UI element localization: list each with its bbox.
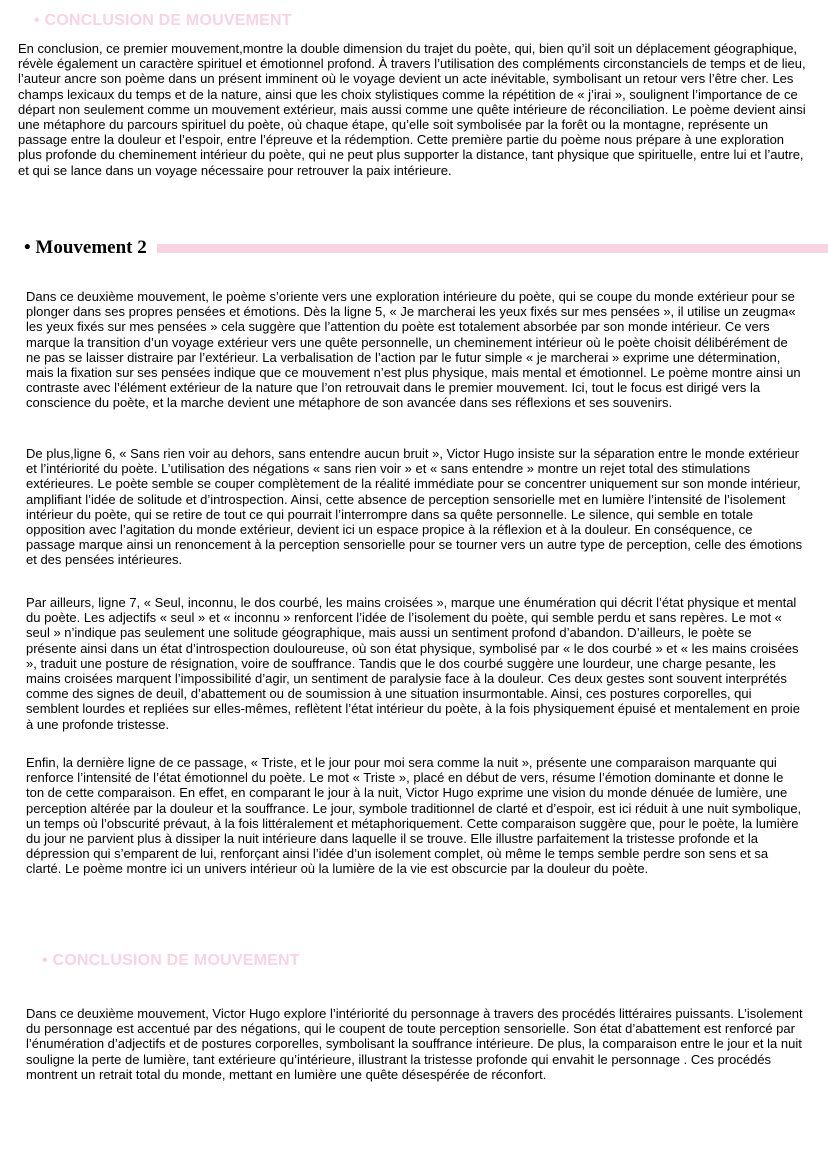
mouvement2-heading [24,236,828,260]
section1-paragraph: En conclusion, ce premier mouvement,montre la double dimension du trajet du poète, qui, bien qu’il soit un déplacement géographique, révèle également un caractère spirituel et émotionnel profond. À travers l’utilisation des compléments circonstanciels de temps et de lieu, l’auteur ancre son poème dans un présent imminent où le voyage devient un acte inévitable, symbolisant un retour vers l’être cher. Les champs lexicaux du temps et de la nature, ainsi que les choix stylistiques comme la répétition de « j’irai », soulignent l’importance de ce départ non seulement comme un mouvement extérieur, mais aussi comme une quête intérieure de réconciliation. Le poème devient ainsi une métaphore du parcours spirituel du poète, où chaque étape, qu’elle soit symbolisée par la forêt ou la montagne, représente un passage entre la douleur et l’espoir, entre l’épreuve et la rédemption. Cette première partie du poème nous prépare à une exploration plus profonde du cheminement intérieur du poète, qui ne peut plus supporter la distance, tant physique que spirituelle, entre lui et l’autre, et qui se lance dans un voyage nécessaire pour retrouver la paix intérieure. [18,41,806,178]
mouvement2-paragraph-1: Dans ce deuxième mouvement, le poème s’oriente vers une exploration intérieure du poète, qui se coupe du monde extérieur pour se plonger dans ses propres pensées et émotions. Dès la ligne 5, « Je marcherai les yeux fixés sur mes pensées », il utilise un zeugma« les yeux fixés sur mes pensées » cela suggère que l’attention du poète est totalement absorbée par son monde intérieur. Ce vers marque la transition d’un voyage extérieur vers une quête personnelle, un cheminement intérieur où le poète choisit délibérément de ne pas se laisser distraire par l’extérieur. La verbalisation de l’action par le futur simple « je marcherai » exprime une détermination, mais la fixation sur ses pensées indique que ce mouvement n’est plus physique, mais mental et émotionnel. Le poème montre ainsi un contraste avec l’élément extérieur de la nature que l’on retrouvait dans le premier mouvement. Ici, tout le focus est dirigé vers la conscience du poète, et la marche devient une métaphore de son avancée dans ses réflexions et ses souvenirs. [26,289,801,411]
mouvement2-paragraph-2: De plus,ligne 6, « Sans rien voir au dehors, sans entendre aucun bruit », Victor Hugo insiste sur la séparation entre le monde extérieur et l’intériorité du poète. L’utilisation des négations « sans rien voir » et « sans entendre » montre un rejet total des stimulations extérieures. Le poète semble se couper complètement de la réalité immédiate pour se concentrer uniquement sur son monde intérieur, amplifiant l’idée de solitude et d’introspection. Ainsi, cette absence de perception sensorielle met en lumière l’intensité de l’isolement intérieur du poète, qui se retire de tout ce qui pourrait l’interrompre dans sa quête personnelle. Le silence, qui semble en totale opposition avec l’agitation du monde extérieur, devient ici un espace propice à la réflexion et à la douleur. En conséquence, ce passage marque ainsi un renoncement à la perception sensorielle pour se tourner vers un autre type de perception, celle des émotions et des pensées intérieures. [26,446,803,568]
mouvement2-paragraph-3: Par ailleurs, ligne 7, « Seul, inconnu, le dos courbé, les mains croisées », marque une énumération qui décrit l’état physique et mental du poète. Les adjectifs « seul » et « inconnu » renforcent l’idée de l’isolement du poète, qui semble perdu et sans repères. Le mot « seul » n’indique pas seulement une solitude géographique, mais aussi un sentiment profond d’abandon. D’ailleurs, le poète se présente ainsi dans un état d’introspection douloureuse, où son état physique, symbolisé par « le dos courbé » et « les mains croisées », traduit une posture de résignation, voire de souffrance. Tandis que le dos courbé suggère une lourdeur, une charge pesante, les mains croisées marquent l’impossibilité d’agir, un sentiment de paralysie face à la douleur. Ces deux gestes sont souvent interprétés comme des signes de deuil, d’abattement ou de soumission à une situation insurmontable. Ainsi, ces postures corporelles, qui semblent lourdes et repliées sur elles-mêmes, reflètent l’état intérieur du poète, à la fois physiquement épuisé et mentalement en proie à une profonde tristesse. [26,595,800,732]
section3-heading: • CONCLUSION DE MOUVEMENT [42,952,300,969]
section3-paragraph: Dans ce deuxième mouvement, Victor Hugo explore l’intériorité du personnage à travers des procédés littéraires puissants. L’isolement du personnage est accentué par des négations, qui le coupent de toute perception sensorielle. Son état d’abattement est renforcé par l’énumération d’adjectifs et de postures corporelles, symbolisant la souffrance intérieure. De plus, la comparaison entre le jour et la nuit souligne la perte de lumière, tant extérieure qu’intérieure, illustrant la tristesse profonde qui envahit le personnage . Ces procédés montrent un retrait total du monde, mettant en lumière une quête désespérée de réconfort. [26,1006,803,1082]
mouvement2-title: • Mouvement 2 [24,237,147,258]
heading-accent-bar [157,244,828,253]
mouvement2-paragraph-4: Enfin, la dernière ligne de ce passage, « Triste, et le jour pour moi sera comme la nuit », présente une comparaison marquante qui renforce l’intensité de l’état émotionnel du poète. Le mot « Triste », placé en début de vers, résume l’émotion dominante et donne le ton de cette comparaison. En effet, en comparant le jour à la nuit, Victor Hugo exprime une vision du monde dénuée de lumière, une perception altérée par la douleur et la souffrance. Le jour, symbole traditionnel de clarté et d’espoir, est ici réduit à une nuit symbolique, un temps où l’obscurité prévaut, à la fois littéralement et métaphoriquement. Cette comparaison suggère que, pour le poète, la lumière du jour ne parvient plus à dissiper la nuit intérieure dans laquelle il se trouve. Elle illustre parfaitement la tristesse profonde et la dépression qui s’emparent de lui, renforçant ainsi l’idée d’un isolement complet, où même le temps semble perdre son sens et sa clarté. Le poème montre ici un univers intérieur où la lumière de la vie est obscurcie par la douleur du poète. [26,755,802,877]
section1-heading: • CONCLUSION DE MOUVEMENT [34,12,292,29]
